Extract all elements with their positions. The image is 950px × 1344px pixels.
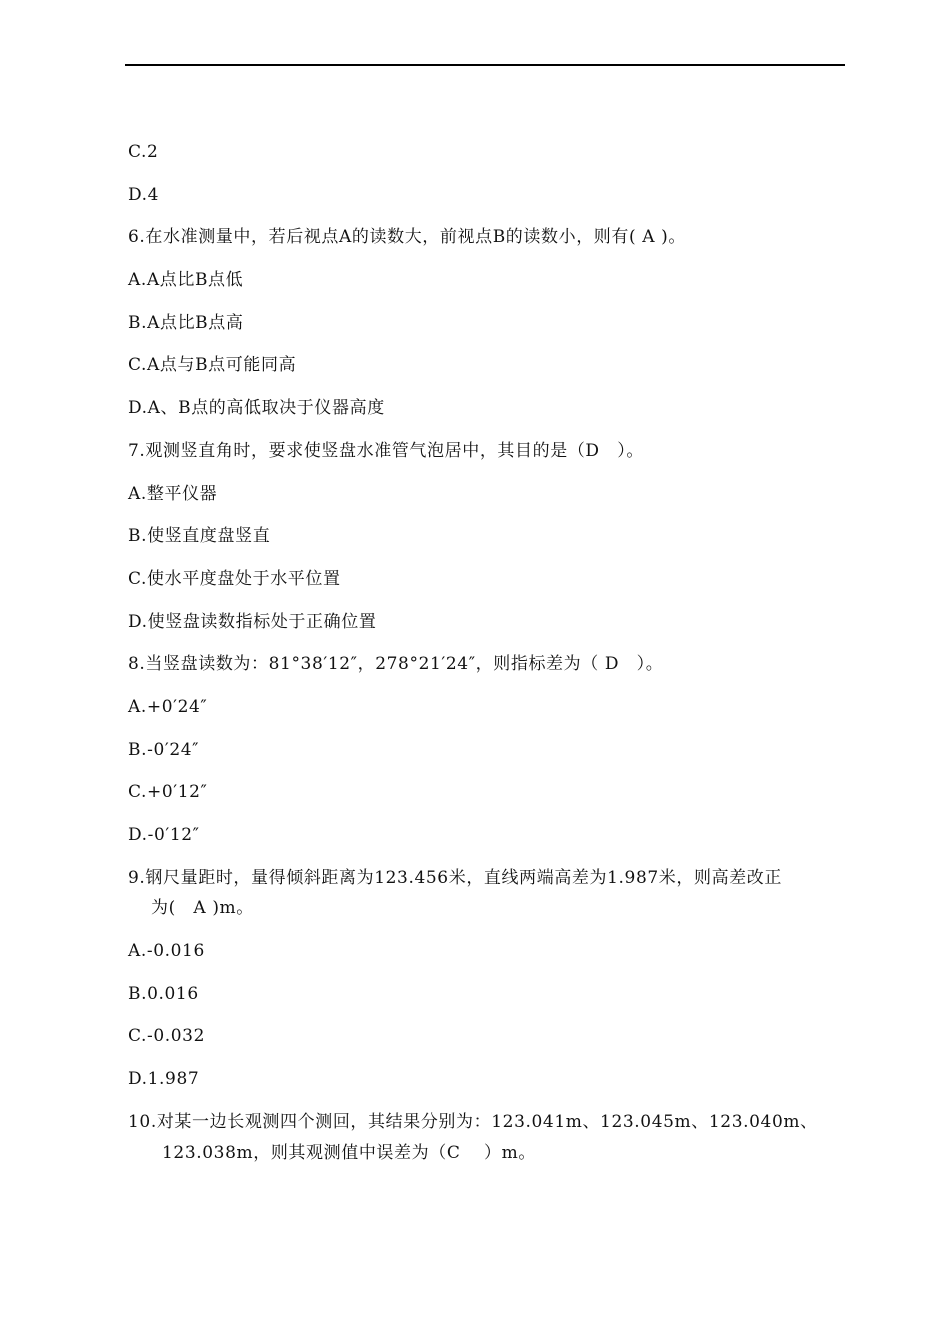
question-10-line2: 123.038m，则其观测值中误差为（C ）m。 [162, 1142, 536, 1163]
option-a-q8: A.+0′24″ [128, 696, 208, 717]
option-c-q9: C.-0.032 [128, 1026, 206, 1047]
option-d-q6: D.A、B点的高低取决于仪器高度 [128, 398, 385, 419]
document-body [128, 138, 844, 1181]
question-6: 6.在水准测量中，若后视点A的读数大，前视点B的读数小，则有( A )。 [128, 227, 686, 248]
option-a-q7: A.整平仪器 [128, 483, 218, 504]
header-rule [125, 64, 845, 66]
option-c-q8: C.+0′12″ [128, 782, 208, 803]
question-7: 7.观测竖直角时，要求使竖盘水准管气泡居中，其目的是（D ）。 [128, 440, 644, 461]
option-a-q6: A.A点比B点低 [128, 270, 244, 291]
option-a-q9: A.-0.016 [128, 941, 205, 962]
option-c-q5: C.2 [128, 142, 159, 162]
option-b-q6: B.A点比B点高 [128, 312, 244, 333]
option-b-q9: B.0.016 [128, 983, 199, 1004]
option-b-q8: B.-0′24″ [128, 739, 200, 760]
option-c-q6: C.A点与B点可能同高 [128, 355, 297, 376]
option-d-q9: D.1.987 [128, 1069, 200, 1090]
option-b-q7: B.使竖直度盘竖直 [128, 526, 271, 547]
question-9-line2: 为( A )m。 [151, 898, 254, 919]
option-d-q7: D.使竖盘读数指标处于正确位置 [128, 611, 377, 632]
option-c-q7: C.使水平度盘处于水平位置 [128, 568, 341, 589]
option-d-q5: D.4 [128, 184, 160, 205]
question-8: 8.当竖盘读数为：81°38′12″，278°21′24″，则指标差为（ D ）。 [128, 654, 664, 675]
question-9-line1: 9.钢尺量距时，量得倾斜距离为123.456米，直线两端高差为1.987米，则高差改正 [128, 867, 782, 888]
question-10-line1: 10.对某一边长观测四个测回，其结果分别为：123.041m、123.045m、123.040m、 [128, 1111, 818, 1132]
option-d-q8: D.-0′12″ [128, 825, 200, 845]
